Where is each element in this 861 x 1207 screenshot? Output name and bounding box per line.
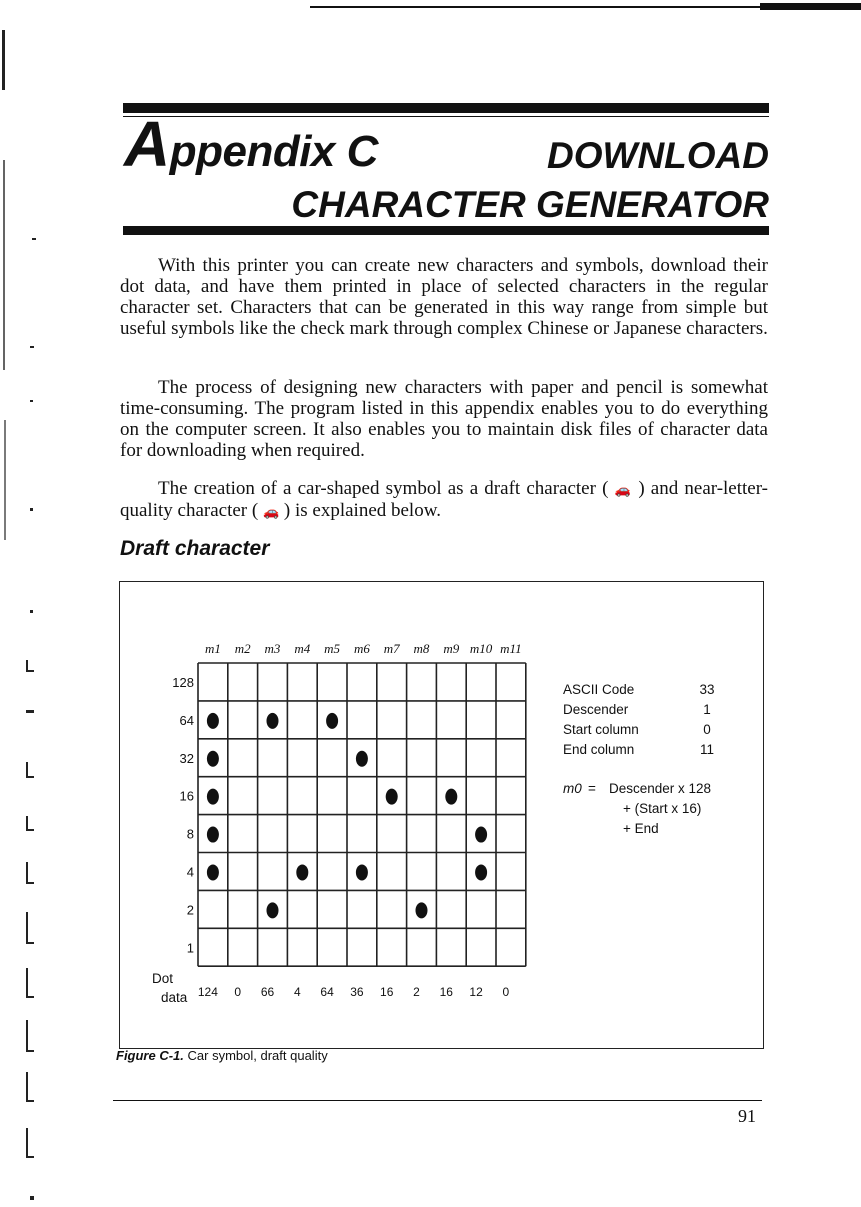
page-number: 91 (738, 1106, 756, 1126)
dot-data-value: 124 (197, 985, 218, 999)
dot-data-value: 16 (380, 985, 394, 999)
paragraph-car-text-1: The creation of a car-shaped symbol as a draft character ( (158, 478, 609, 499)
chapter-title-line2: CHARACTER GENERATOR (291, 184, 769, 225)
figure-caption (116, 1048, 328, 1063)
data-label: data (161, 990, 188, 1005)
matrix-dot (207, 713, 219, 729)
matrix-dot (267, 713, 279, 729)
paragraph-process-text: The process of designing new characters with paper and pencil is somewhat time-consuming. The program listed in this appendix enables you to do everything on the computer screen. It also enables you to maintain disk files of character data for downloading when required. (120, 377, 768, 461)
matrix-dot (445, 789, 457, 805)
paragraph-car-text-2: ) and near-letter-quality character ( (120, 478, 769, 521)
paragraph-intro-text: With this printer you can create new characters and symbols, download their dot data, and have them printed in place of selected characters in the regular character set. Characters that can be generated in this way range from simple but useful symbols like the check mark through complex Chinese or Japanese characters. (120, 255, 768, 339)
row-label: 4 (186, 864, 194, 880)
row-label: 64 (179, 712, 194, 728)
row-label: 128 (172, 674, 194, 690)
column-label: m3 (264, 641, 281, 656)
appendix-initial: A (124, 108, 170, 180)
column-label: m11 (500, 641, 522, 656)
column-label: m9 (443, 641, 460, 656)
row-label: 8 (186, 826, 194, 842)
formula-eq: = (588, 781, 596, 796)
dot-data-value: 4 (293, 985, 301, 999)
row-label: 1 (186, 940, 194, 956)
column-label: m10 (469, 641, 493, 656)
matrix-dot (475, 827, 487, 843)
dot-data-value: 0 (234, 985, 242, 999)
dot-data-value: 66 (260, 985, 275, 999)
info-label: Descender (563, 702, 629, 717)
dot-data-value: 0 (502, 985, 510, 999)
matrix-dot (207, 827, 219, 843)
info-value: 1 (703, 702, 711, 717)
formula-line1: Descender x 128 (609, 781, 712, 796)
info-value: 0 (703, 722, 711, 737)
matrix-dot (416, 902, 428, 918)
info-value: 11 (699, 742, 715, 757)
paragraph-car-text-3: ) is explained below. (283, 500, 441, 521)
row-label: 2 (186, 902, 194, 918)
matrix-dot (296, 864, 308, 880)
chapter-title-line1: DOWNLOAD (547, 135, 769, 176)
dot-data-value: 36 (350, 985, 364, 999)
formula-line2: + (Start x 16) (623, 801, 702, 816)
info-label: Start column (563, 722, 639, 737)
matrix-dot (475, 864, 487, 880)
matrix-dot (356, 751, 368, 767)
matrix-dot (207, 751, 219, 767)
appendix-rest: ppendix C (169, 127, 378, 176)
section-heading-draft: Draft character (120, 537, 270, 560)
formula-var: m0 (563, 781, 582, 796)
matrix-dot (326, 713, 338, 729)
info-label: End column (563, 742, 635, 757)
column-label: m6 (353, 641, 370, 656)
matrix-dot (356, 864, 368, 880)
car-nlq-icon: 🚗 (262, 504, 280, 519)
car-draft-icon: 🚗 (614, 482, 633, 497)
info-value: 33 (699, 682, 715, 697)
dot-data-value: 12 (469, 985, 483, 999)
figure-caption-label: Figure C-1. (116, 1048, 184, 1063)
row-label: 32 (179, 750, 194, 766)
column-label: m4 (294, 641, 311, 656)
column-label: m1 (204, 641, 221, 656)
row-label: 16 (179, 788, 194, 804)
column-label: m8 (413, 641, 430, 656)
matrix-dot (267, 902, 279, 918)
matrix-dot (386, 789, 398, 805)
column-label: m5 (324, 641, 341, 656)
figure-caption-text: Car symbol, draft quality (187, 1048, 328, 1063)
dot-data-value: 2 (413, 985, 420, 999)
matrix-dot (207, 864, 219, 880)
matrix-dot (207, 789, 219, 805)
dot-data-value: 64 (320, 985, 334, 999)
info-label: ASCII Code (563, 682, 635, 697)
footer-rule (113, 1100, 762, 1101)
dot-data-value: 16 (439, 985, 453, 999)
column-label: m2 (234, 641, 251, 656)
column-label: m7 (383, 641, 400, 656)
formula-line3: + End (623, 821, 659, 836)
dot-label: Dot (152, 971, 174, 986)
